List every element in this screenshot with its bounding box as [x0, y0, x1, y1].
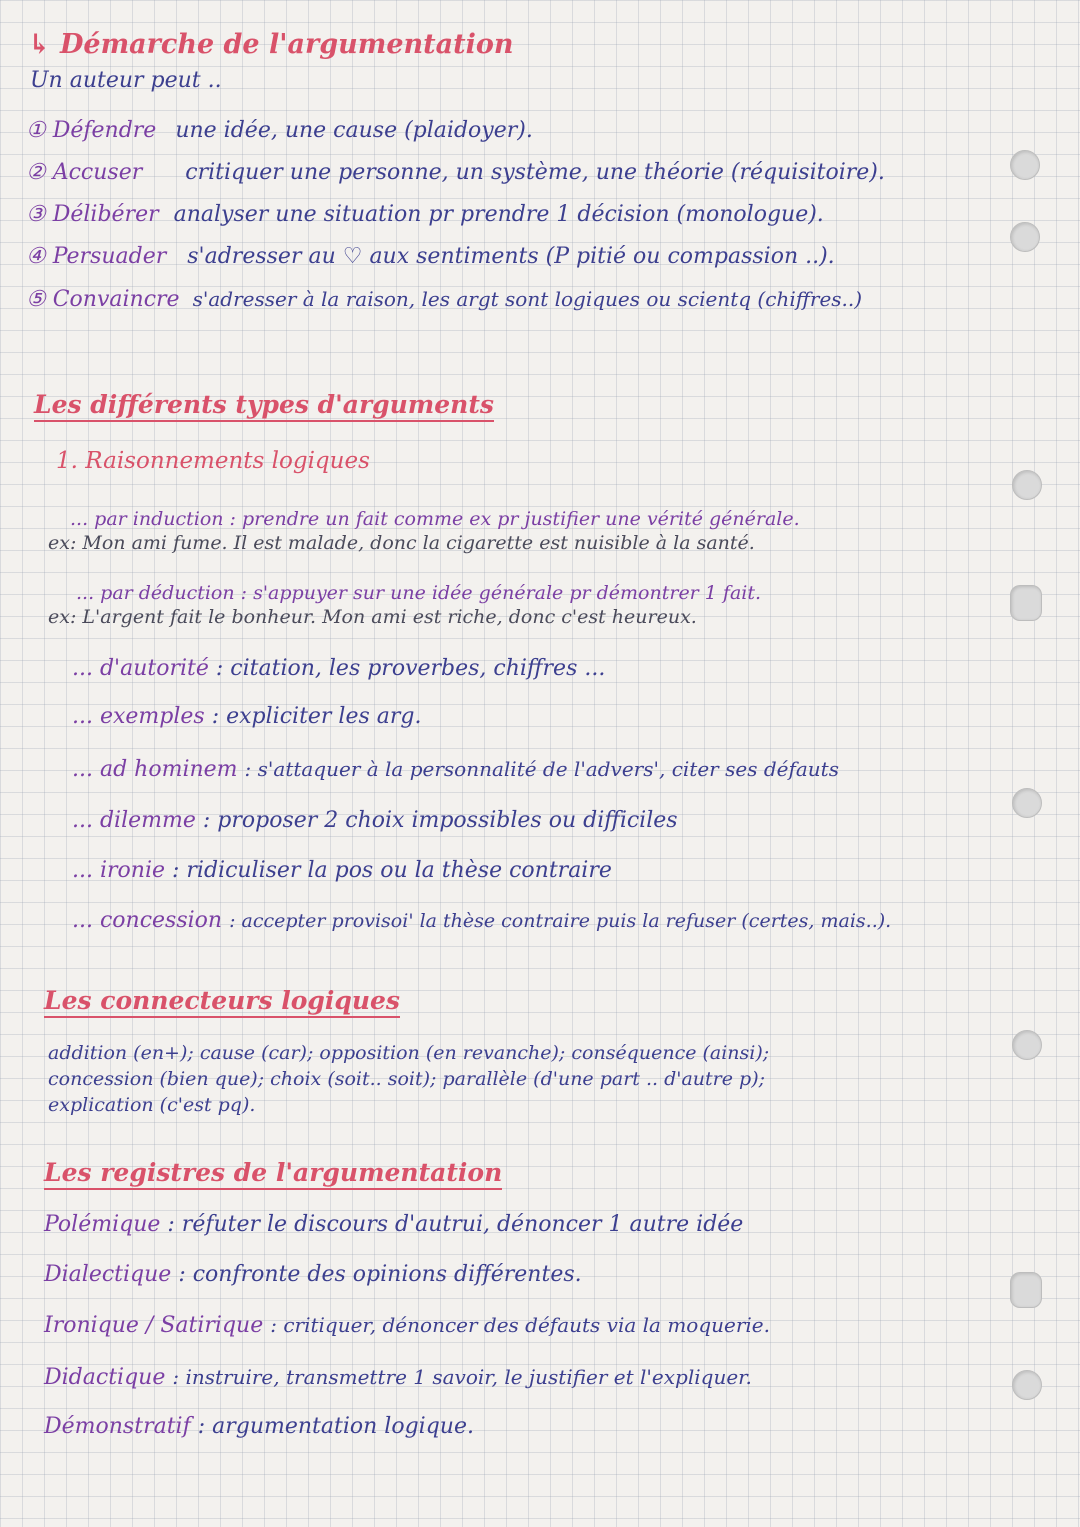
- argument-definition: : s'attaquer à la personnalité de l'advers', citer ses défauts: [244, 757, 839, 781]
- deduction-definition: ... par déduction : s'appuyer sur une idée générale pr démontrer 1 fait.: [76, 582, 762, 604]
- section-intro: Un auteur peut ..: [30, 68, 222, 93]
- connector-line: concession (bien que); choix (soit.. soit); parallèle (d'une part .. d'autre p);: [48, 1068, 766, 1090]
- punch-hole: [1010, 150, 1040, 180]
- argument-term: ... ironie: [72, 858, 165, 883]
- register-term: Didactique: [44, 1365, 166, 1390]
- item-label: ① Défendre: [26, 118, 157, 143]
- list-item: [26, 244, 835, 270]
- list-item: [26, 160, 885, 186]
- punch-hole: [1012, 1030, 1042, 1060]
- argument-type-item: [72, 908, 891, 934]
- list-item: [26, 286, 862, 313]
- argument-definition: : proposer 2 choix impossibles ou difficiles: [202, 808, 678, 833]
- deduction-example: ex: L'argent fait le bonheur. Mon ami est riche, donc c'est heureux.: [48, 606, 697, 628]
- argument-type-item: [72, 858, 612, 884]
- register-item: [44, 1312, 770, 1339]
- argument-term: ... d'autorité: [72, 656, 209, 681]
- punch-hole: [1010, 222, 1040, 252]
- item-text: critiquer une personne, un système, une théorie (réquisitoire).: [185, 160, 885, 185]
- register-item: [44, 1212, 743, 1238]
- argument-type-item: [72, 656, 605, 682]
- item-text: s'adresser à la raison, les argt sont logiques ou scientq (chiffres..): [192, 287, 863, 311]
- register-term: Démonstratif: [44, 1414, 191, 1439]
- section-title-connecteurs: Les connecteurs logiques: [44, 988, 400, 1018]
- subsection-title: 1. Raisonnements logiques: [56, 448, 370, 474]
- argument-definition: : expliciter les arg.: [211, 704, 422, 729]
- argument-term: ... ad hominem: [72, 757, 238, 782]
- section-title-demarche: ↳ Démarche de l'argumentation: [28, 29, 514, 60]
- argument-definition: : accepter provisoi' la thèse contraire puis la refuser (certes, mais..).: [229, 910, 892, 932]
- register-term: Dialectique: [44, 1262, 172, 1287]
- item-label: ⑤ Convaincre: [26, 287, 180, 312]
- punch-hole: [1012, 788, 1042, 818]
- register-definition: : réfuter le discours d'autrui, dénoncer 1 autre idée: [167, 1212, 744, 1237]
- register-item: [44, 1364, 752, 1391]
- argument-definition: : citation, les proverbes, chiffres ...: [215, 656, 606, 681]
- argument-type-item: [72, 808, 678, 834]
- list-item: [26, 118, 533, 144]
- punch-hole: [1010, 1272, 1042, 1308]
- argument-term: ... dilemme: [72, 808, 196, 833]
- register-definition: : argumentation logique.: [197, 1414, 474, 1439]
- register-definition: : instruire, transmettre 1 savoir, le justifier et l'expliquer.: [172, 1365, 752, 1389]
- register-term: Polémique: [44, 1212, 161, 1237]
- argument-term: ... concession: [72, 908, 223, 933]
- item-text: analyser une situation pr prendre 1 décision (monologue).: [173, 202, 824, 227]
- register-item: [44, 1262, 582, 1288]
- register-definition: : confronte des opinions différentes.: [178, 1262, 582, 1287]
- item-label: ② Accuser: [26, 160, 143, 185]
- punch-hole: [1012, 470, 1042, 500]
- punch-hole: [1012, 1370, 1042, 1400]
- item-text: s'adresser au ♡ aux sentiments (P pitié ou compassion ..).: [187, 244, 835, 269]
- list-item: [26, 202, 824, 228]
- punch-hole: [1010, 585, 1042, 621]
- item-label: ③ Délibérer: [26, 202, 159, 227]
- item-text: une idée, une cause (plaidoyer).: [175, 118, 533, 143]
- argument-type-item: [72, 704, 421, 730]
- section-title-registres: Les registres de l'argumentation: [44, 1160, 502, 1190]
- connector-line: addition (en+); cause (car); opposition (en revanche); conséquence (ainsi);: [48, 1042, 770, 1064]
- induction-example: ex: Mon ami fume. Il est malade, donc la cigarette est nuisible à la santé.: [48, 532, 755, 554]
- item-label: ④ Persuader: [26, 244, 167, 269]
- argument-definition: : ridiculiser la pos ou la thèse contraire: [172, 858, 612, 883]
- argument-type-item: [72, 756, 839, 783]
- connector-line: explication (c'est pq).: [48, 1094, 256, 1116]
- register-item: [44, 1414, 474, 1440]
- induction-definition: ... par induction : prendre un fait comme ex pr justifier une vérité générale.: [70, 508, 800, 530]
- register-term: Ironique / Satirique: [44, 1313, 264, 1338]
- register-definition: : critiquer, dénoncer des défauts via la moquerie.: [270, 1313, 770, 1337]
- section-title-arguments: Les différents types d'arguments: [34, 392, 494, 422]
- argument-term: ... exemples: [72, 704, 205, 729]
